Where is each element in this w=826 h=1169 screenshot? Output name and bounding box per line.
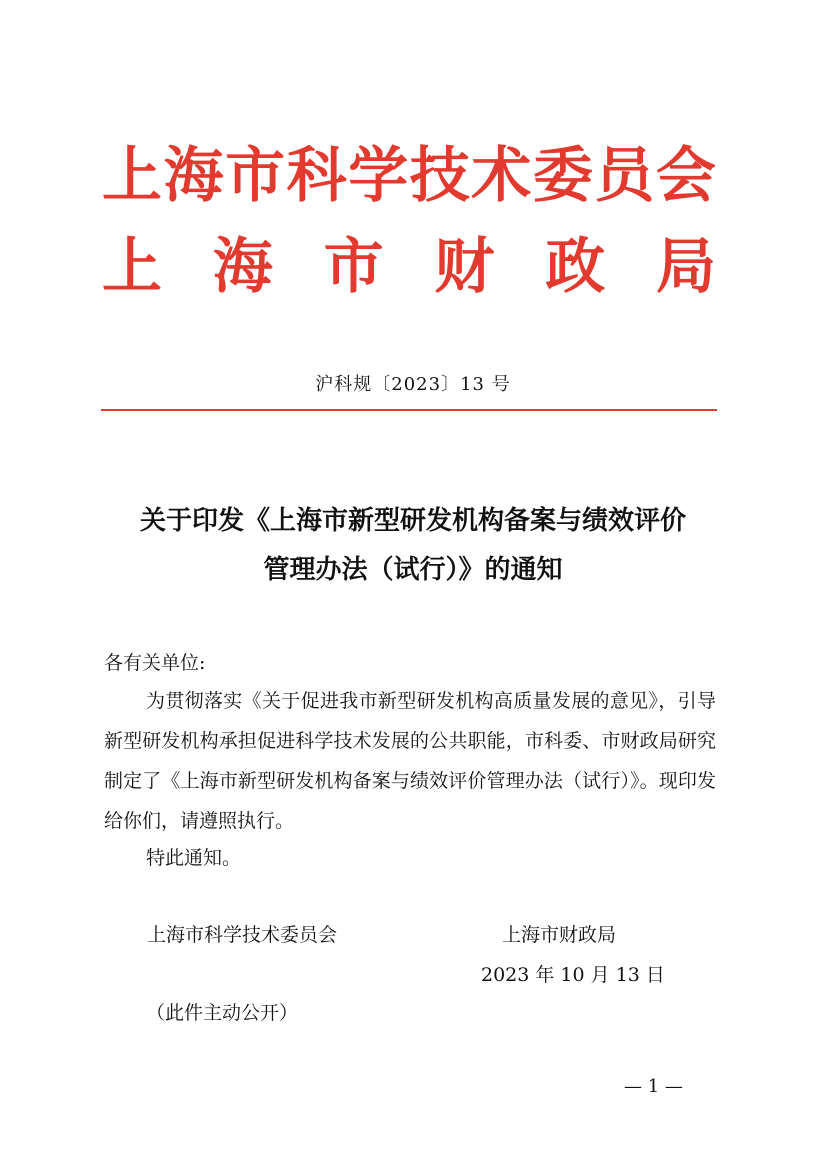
salutation: 各有关单位: [104, 652, 206, 674]
issuer-2-char: 市 [323, 232, 384, 302]
issuer-name-line-2 [102, 232, 716, 302]
issuer-name-line-1 [102, 141, 716, 211]
issuer-1-char: 术 [471, 141, 532, 211]
document-title-line-1: 关于印发《上海市新型研发机构备案与绩效评价 [139, 506, 686, 536]
issuer-1-char: 会 [655, 141, 716, 211]
signature-date: 2023 年 10 月 13 日 [481, 964, 665, 986]
issuer-1-char: 科 [286, 141, 347, 211]
signature-issuer-right: 上海市财政局 [502, 924, 617, 946]
issuer-1-char: 海 [163, 141, 224, 211]
issuer-2-char: 政 [545, 232, 606, 302]
issuer-1-char: 技 [409, 141, 470, 211]
issuer-1-char: 市 [225, 141, 286, 211]
issuer-2-char: 上 [102, 232, 162, 302]
page-number: — 1 — [624, 1076, 683, 1097]
disclosure-note: （此件主动公开） [146, 1002, 299, 1024]
document-number: 沪科规〔2023〕13 号 [315, 374, 511, 395]
issuer-2-char: 海 [212, 232, 273, 302]
signature-issuer-left: 上海市科学技术委员会 [147, 924, 338, 946]
issuer-1-char: 学 [348, 141, 409, 211]
issuer-1-char: 员 [594, 141, 655, 211]
issuer-2-char: 财 [434, 232, 495, 302]
red-divider [101, 409, 717, 411]
document-title-line-2: 管理办法（试行）》的通知 [263, 555, 563, 585]
issuer-1-char: 委 [532, 141, 593, 211]
closing-line: 特此通知。 [146, 847, 242, 869]
issuer-2-char: 局 [655, 232, 716, 302]
issuer-1-char: 上 [102, 141, 162, 211]
body-paragraph: 为贯彻落实《关于促进我市新型研发机构高质量发展的意见》，引导新型研发机构承担促进科学技术发展的公共职能，市科委、市财政局研究制定了《上海市新型研发机构备案与绩效评价管理办法（试行）》。现印发给你们，请遵照执行。 [104, 690, 716, 832]
